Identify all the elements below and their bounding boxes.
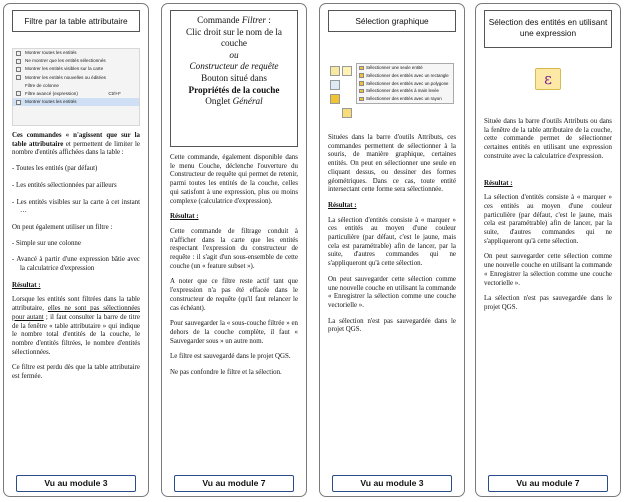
card-expression-selection — [475, 3, 621, 497]
menu-item: Sélectionner des entités à main levée — [357, 87, 453, 95]
dropdown-icon — [342, 66, 352, 76]
list-item: - Avancé à partir d'une expression bâtie avec la calculatrice d'expression — [12, 256, 140, 273]
section-heading: Résultat : — [484, 179, 513, 187]
filter-icon — [16, 67, 21, 72]
card-body: Cette commande, également disponible dans le menu Couche, déclenche l'ouverture du Constructeur de requête qui permet de retenir, parmi toutes les entités de la couche, celles qui satisfont à une expression, plus ou moins complexe (calculatrice d'expression). Résultat : Cette commande de filtrage conduit à n'afficher dans la carte que les entités respectant l'expression du constructeur de requête : il s'agit d'un sous-ensemble de cette couche (un « feature subset »). A noter que ce filtre reste actif tant que l'expression n'a pas été effacée dans le constructeur de requête (qu'il faut relancer le cas échéant). Pour sauvegarder la « sous-couche filtrée » en dehors de la couche complète, il faut « Sauvegarder sous » un autre nom. Le filtre est sauvegardé dans le projet QGS. Ne pas confondre le filtre et la sélection. — [170, 154, 298, 377]
menu-item: Ne montrer que les entités sélectionnés — [13, 57, 139, 65]
select-feature-icon — [330, 66, 340, 76]
menu-item: Filtre de colonne — [25, 82, 59, 88]
menu-item: Filtre avancé (expression) Ctrl+F — [13, 90, 139, 98]
list-item: - Les entités visibles sur la carte à cet instant … — [12, 198, 140, 215]
select-polygon-icon — [359, 81, 364, 86]
select-freehand-icon — [359, 89, 364, 94]
list-item: - Simple sur une colonne — [12, 239, 81, 247]
menu-item: Montrer les entités visibles sur la carte — [13, 65, 139, 73]
menu-item: Sélectionner des entités avec un rayon — [357, 95, 453, 103]
menu-item: Montrer les entités nouvelles ou éditées — [13, 74, 139, 82]
card-body: Situées dans la barre d'outils Attributs, ces commandes permettent de sélectionner à la souris, de manière graphique, certaines entités. On peut en sélectionner une seule en cliquant dessus, ou dessiner des formes géométriques. Dans ce cas, toute entité intersectant cette forme sera sélectionnée. Résultat : La sélection d'entités consiste à « marquer » ces entités au moyen d'une couleur particulière (par défaut, c'est le jaune, mais cela est paramétrable) afin de lancer, par la suite, d'autres commandes qui ne s'appliqueront qu'à cette sélection. On peut sauvegarder cette sélection comme une nouvelle couche en utilisant la commande « Enregistrer la sélection comme une couche vectorielle ». La sélection n'est pas sauvegardée dans le projet QGS. — [328, 134, 456, 334]
select-rectangle-icon — [359, 73, 364, 78]
module-footer: Vu au module 7 — [174, 475, 294, 492]
module-footer: Vu au module 7 — [488, 475, 608, 492]
selection-toolbar-screenshot — [328, 62, 458, 124]
section-heading: Résultat : — [170, 213, 199, 221]
section-heading: Résultat : — [12, 281, 41, 289]
menu-item: Montrer toutes les entités — [13, 49, 139, 57]
expression-icon: ε — [535, 68, 561, 90]
card-body: Située dans la barre d'outils Attributs ou dans la fenêtre de la table attributaire de la couche, cette commande permet de sélectionner certaines entités en utilisant une expression construite avec la calculatrice d'expression. Résultat : La sélection d'entités consiste à « marquer » ces entités au moyen d'une couleur particulière (par défaut, c'est le jaune, mais cela est paramétrable) afin de lancer, par la suite, d'autres commandes qui ne s'appliqueront qu'à cette sélection. On peut sauvegarder cette sélection comme une nouvelle couche en utilisant la commande « Enregistrer la sélection comme une couche vectorielle ». La sélection n'est pas sauvegardée dans le projet QGS. — [484, 118, 612, 311]
menu-item-highlighted: Montrer toutes les entités — [13, 98, 139, 106]
module-footer: Vu au module 3 — [16, 475, 136, 492]
list-item: - Les entités sélectionnées par ailleurs — [12, 181, 117, 189]
card-title: Sélection graphique — [328, 10, 456, 32]
menu-item: Sélectionner des entités avec un rectangle — [357, 72, 453, 80]
card-body: Ces commandes « n'agissent que sur la table attributaire et permettent de limiter le nombre d'entités affichées dans la table : - Toutes les entités (par défaut) - Les entités sélectionnées par ailleurs - Les entités visibles sur la carte à cet instant … On peut également utiliser un filtre : - Simple sur une colonne - Avancé à partir d'une expression bâtie avec la calculatrice d'expression Résultat : Lorsque les entités sont filtrées dans la table attributaire, elles ne sont pas sélectionnées pour autant ; il faut consulter la barre de titre de la fenêtre « table attributaire » qui indique le nombre total d'entités de la couche, le nombre d'entités filtrées, le nombre d'entités sélectionnées. Ce filtre est perdu dès que la table attributaire est fermée. — [12, 132, 140, 381]
selection-tool-menu — [356, 63, 454, 104]
menu-item: Sélectionner une seule entité — [357, 64, 453, 72]
filter-icon — [16, 75, 21, 80]
section-heading: Résultat : — [328, 201, 357, 209]
filter-icon — [16, 100, 21, 105]
select-by-expression-icon — [330, 80, 340, 90]
filter-icon — [16, 59, 21, 64]
filter-icon — [16, 51, 21, 56]
select-all-icon — [342, 108, 352, 118]
card-title: Sélection des entités en utilisant une expression — [484, 10, 612, 48]
attribute-table-menu-screenshot — [12, 48, 140, 126]
list-item: - Toutes les entités (par défaut) — [12, 165, 98, 173]
menu-item: Sélectionner des entités avec un polygone — [357, 80, 453, 88]
card-filter-command — [161, 3, 307, 497]
card-attribute-filter — [3, 3, 149, 497]
select-radius-icon — [359, 97, 364, 102]
module-footer: Vu au module 3 — [332, 475, 452, 492]
card-title: Filtre par la table attributaire — [12, 10, 140, 32]
deselect-icon — [330, 94, 340, 104]
card-graphic-selection — [319, 3, 465, 497]
card-title: Commande Filtrer : Clic droit sur le nom de la couche ou Constructeur de requête Bouton situé dans Propriétés de la couche Onglet Général — [170, 10, 298, 147]
select-single-icon — [359, 66, 364, 71]
filter-icon — [16, 91, 21, 96]
